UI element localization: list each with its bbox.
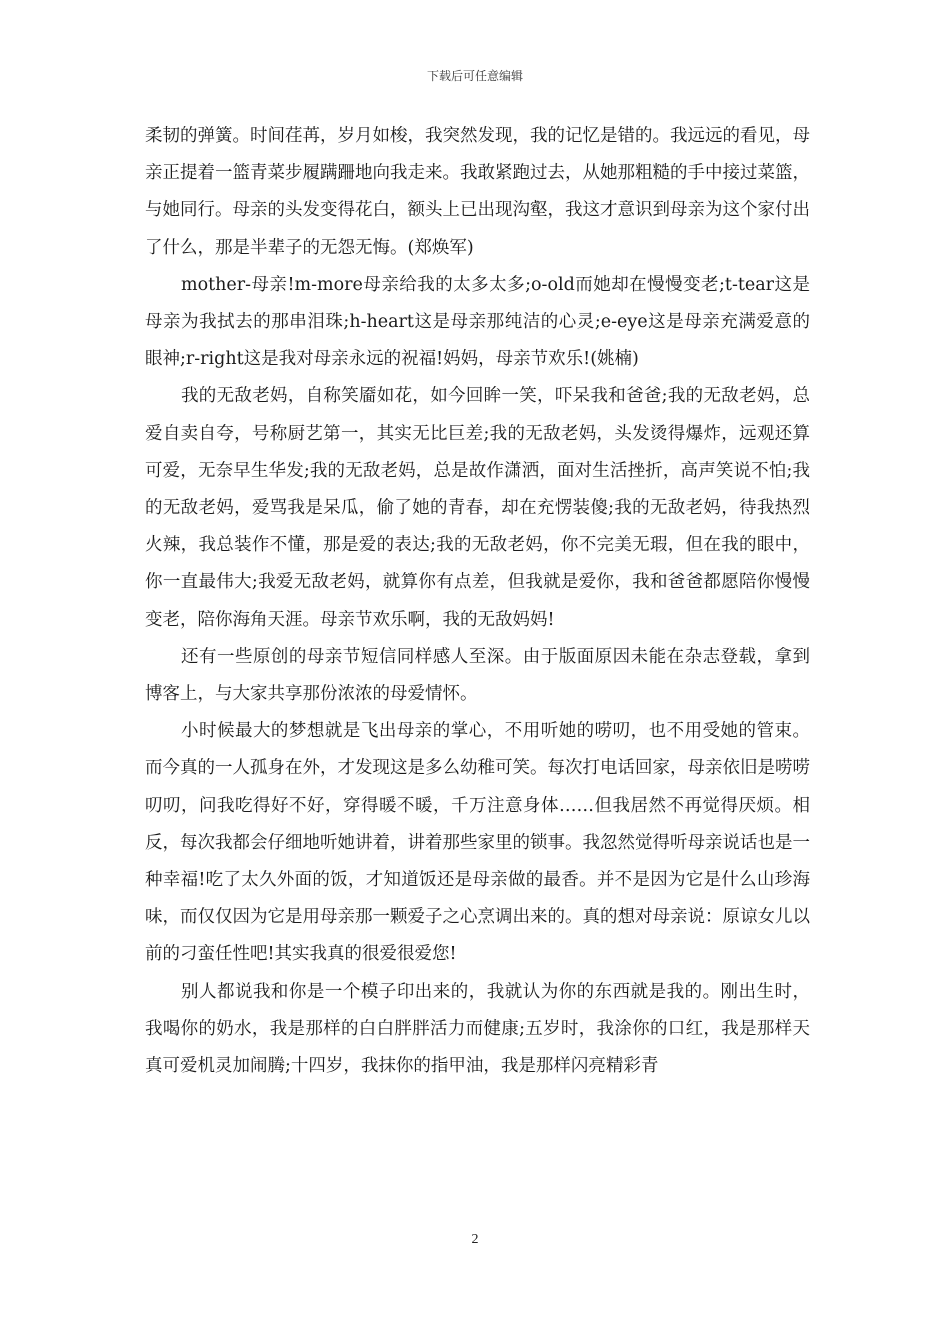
document-body (145, 118, 810, 1085)
paragraph-1: 柔韧的弹簧。时间荏苒，岁月如梭，我突然发现，我的记忆是错的。我远远的看见，母亲正提着一篮青菜步履蹒跚地向我走来。我敢紧跑过去，从她那粗糙的手中接过菜篮，与她同行。母亲的头发变得花白，额头上已出现沟壑，我这才意识到母亲为这个家付出了什么，那是半辈子的无怨无悔。(郑焕军) (145, 126, 810, 258)
paragraph-3: 我的无敌老妈，自称笑靥如花，如今回眸一笑，吓呆我和爸爸;我的无敌老妈，总爱自卖自夸，号称厨艺第一，其实无比巨差;我的无敌老妈，头发烫得爆炸，远观还算可爱，无奈早生华发;我的无敌老妈，总是故作潇洒，面对生活挫折，高声笑说不怕;我的无敌老妈，爱骂我是呆瓜，偷了她的青春，却在充愣装傻;我的无敌老妈，待我热烈火辣，我总装作不懂，那是爱的表达;我的无敌老妈，你不完美无瑕，但在我的眼中，你一直最伟大;我爱无敌老妈，就算你有点差，但我就是爱你，我和爸爸都愿陪你慢慢变老，陪你海角天涯。母亲节欢乐啊，我的无敌妈妈! (145, 386, 810, 630)
page-number: 2 (471, 1232, 479, 1247)
paragraph-2: mother-母亲!m-more母亲给我的太多太多;o-old而她却在慢慢变老;t-tear这是母亲为我拭去的那串泪珠;h-heart这是母亲那纯洁的心灵;e-eye这是母亲充满爱意的眼神;r-right这是我对母亲永远的祝福!妈妈，母亲节欢乐!(姚楠) (145, 274, 810, 370)
paragraph-6: 别人都说我和你是一个模子印出来的，我就认为你的东西就是我的。刚出生时，我喝你的奶水，我是那样的白白胖胖活力而健康;五岁时，我涂你的口红，我是那样天真可爱机灵加闹腾;十四岁，我抹你的指甲油，我是那样闪亮精彩青 (145, 981, 810, 1077)
paragraph-4: 还有一些原创的母亲节短信同样感人至深。由于版面原因未能在杂志登载，拿到博客上，与大家共享那份浓浓的母爱情怀。 (145, 646, 810, 705)
paragraph-5: 小时候最大的梦想就是飞出母亲的掌心，不用听她的唠叨，也不用受她的管束。而今真的一人孤身在外，才发现这是多么幼稚可笑。每次打电话回家，母亲依旧是唠唠叨叨，问我吃得好不好，穿得暖不暖，千万注意身体……但我居然不再觉得厌烦。相反，每次我都会仔细地听她讲着，讲着那些家里的锁事。我忽然觉得听母亲说话也是一种幸福!吃了太久外面的饭，才知道饭还是母亲做的最香。并不是因为它是什么山珍海味，而仅仅因为它是用母亲那一颗爱子之心烹调出来的。真的想对母亲说：原谅女儿以前的刁蛮任性吧!其实我真的很爱很爱您! (145, 721, 810, 965)
page-header: 下载后可任意编辑 (426, 69, 523, 83)
